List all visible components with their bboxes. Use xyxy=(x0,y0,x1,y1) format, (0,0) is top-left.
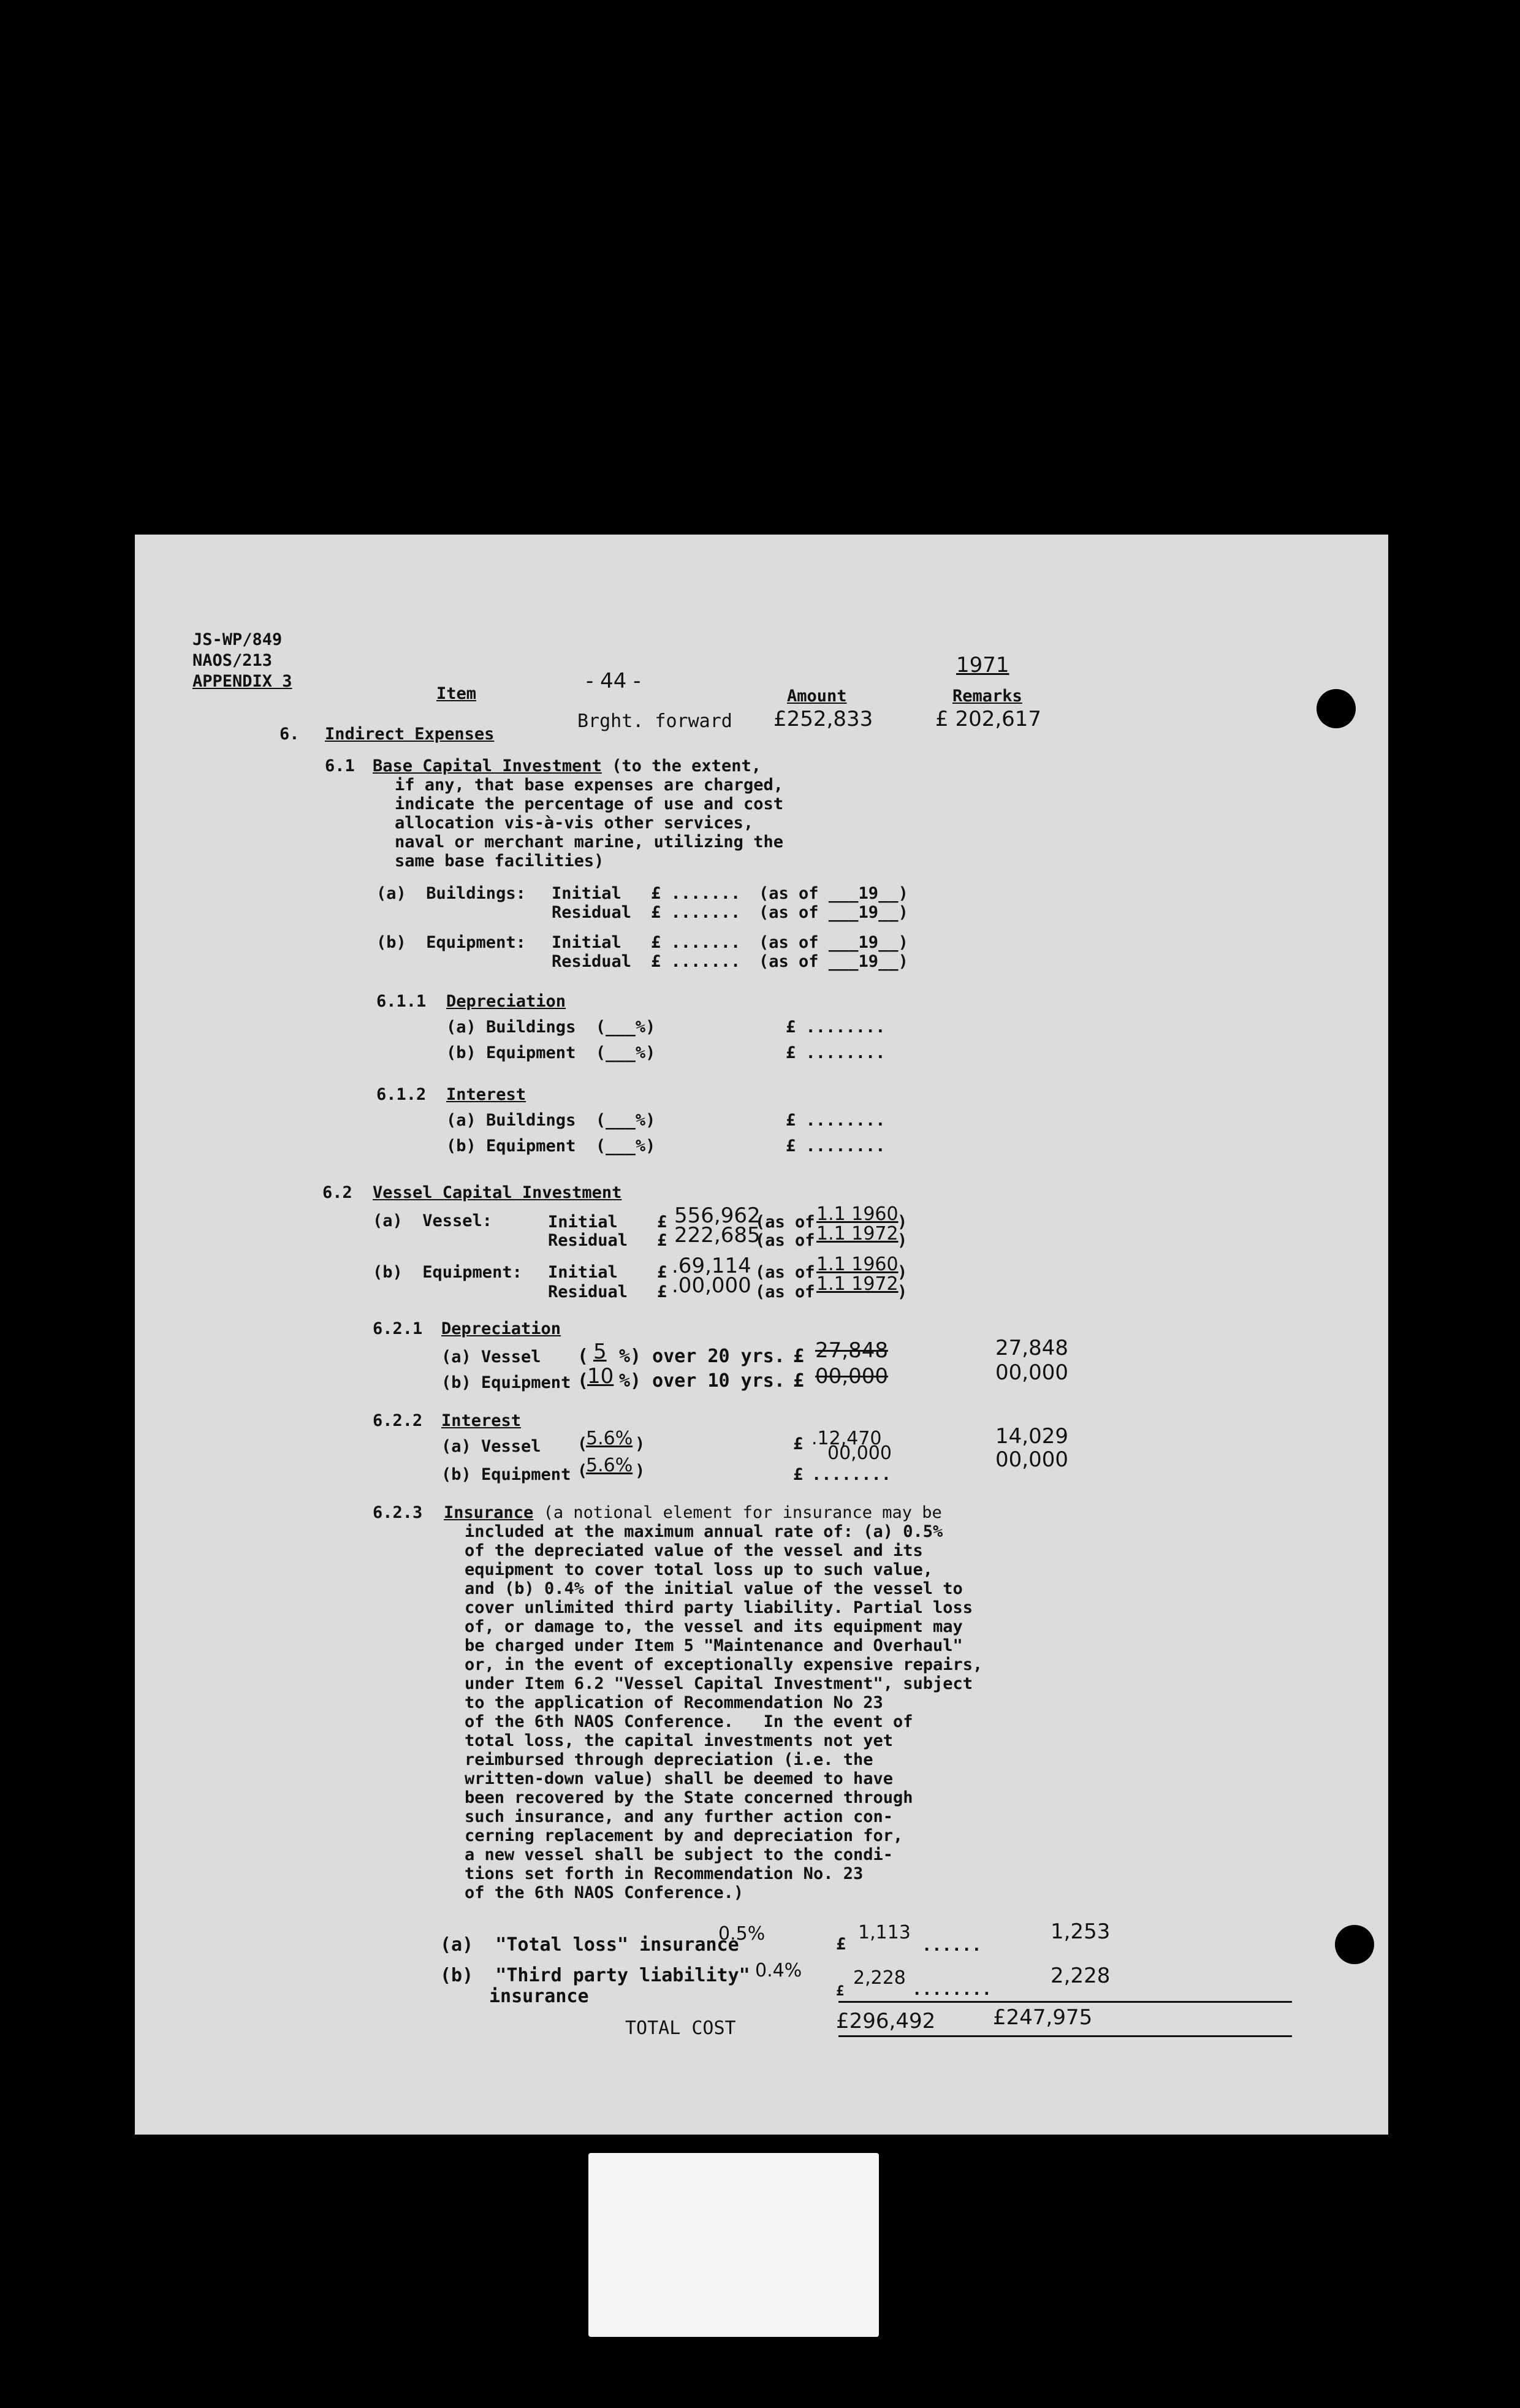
s621-a-open: ( xyxy=(577,1346,589,1367)
s62-a-residual-close: ) xyxy=(897,1231,908,1250)
brought-forward-remarks: £ 202,617 xyxy=(935,707,1042,731)
total-amount: £296,492 xyxy=(836,2009,936,2033)
s623-text-l1: (a notional element for insurance may be xyxy=(533,1503,942,1522)
brought-forward-amount: £252,833 xyxy=(773,707,873,731)
subtotal-rule xyxy=(838,2001,1292,2003)
s61-a-initial: Initial xyxy=(552,884,621,903)
s61-a-initial-asof: (as of ___19__) xyxy=(759,884,908,903)
s62-equip-residual: .00,000 xyxy=(672,1273,751,1298)
s61-title: Base Capital Investment xyxy=(373,756,602,775)
s622-a-pound: £ xyxy=(793,1435,804,1454)
s611-a-amount: £ ........ xyxy=(786,1018,886,1037)
s623-b-rate: 0.4% xyxy=(755,1960,802,1981)
s621-b-pct: 10 xyxy=(587,1364,614,1389)
s623-b-label: (b) "Third party liability" xyxy=(440,1965,750,1986)
s623-b-dots: ........ xyxy=(912,1980,992,1999)
s62-b-residual-asof: (as of xyxy=(755,1282,815,1301)
s621-a-pct: 5 xyxy=(593,1339,607,1364)
s61-b-residual: Residual xyxy=(552,952,632,971)
s611-title: Depreciation xyxy=(446,992,566,1011)
s61-text-rest: if any, that base expenses are charged, indicate the percentage of use and cost allocation vis-à-vis other services, naval or merchant marine, utilizing the same base facilities) xyxy=(395,775,783,871)
s622-title: Interest xyxy=(441,1411,522,1430)
s612-b-amount: £ ........ xyxy=(786,1137,886,1156)
punch-hole-top xyxy=(1317,689,1356,728)
s622-a-remarks: 14,029 xyxy=(995,1424,1068,1449)
s612-a: (a) Buildings (___%) xyxy=(446,1111,656,1130)
s62-a-initial-pound: £ xyxy=(657,1213,667,1232)
s62-a-initial-asof: (as of xyxy=(755,1213,815,1232)
col-remarks-header: Remarks xyxy=(952,687,1022,706)
s62-title: Vessel Capital Investment xyxy=(373,1183,622,1202)
s61-a-label: (a) Buildings: xyxy=(376,884,526,903)
s61-number: 6.1 xyxy=(325,756,355,775)
s623-a-amount: 1,113 xyxy=(858,1922,911,1943)
s61-text-first xyxy=(373,756,761,775)
s61-b-residual-asof: (as of ___19__) xyxy=(759,952,908,971)
s62-a-initial: Initial xyxy=(548,1213,618,1232)
s62-b-initial-pound: £ xyxy=(657,1263,667,1282)
s62-vessel-residual: 222,685 xyxy=(674,1223,761,1248)
s62-a-residual: Residual xyxy=(548,1231,628,1250)
s62-equip-initial-date: 1.1 1960 xyxy=(816,1254,899,1275)
total-label: TOTAL COST xyxy=(625,2017,736,2039)
s623-a-dots: ...... xyxy=(922,1936,982,1955)
s622-b-open: ( xyxy=(577,1461,588,1480)
s622-b-label: (b) Equipment xyxy=(441,1465,571,1484)
s621-a-amount: 27,848 xyxy=(815,1338,888,1363)
s62-a-label: (a) Vessel: xyxy=(373,1211,493,1230)
s623-b-pound: £ xyxy=(836,1984,845,1999)
s62-b-residual: Residual xyxy=(548,1282,628,1301)
s621-a-label: (a) Vessel xyxy=(441,1347,541,1366)
s61-b-residual-amount: £ ....... xyxy=(651,952,741,971)
s62-equip-residual-date: 1.1 1972 xyxy=(816,1273,899,1295)
s623-text-rest: included at the maximum annual rate of: (a) 0.5% of the depreciated value of the vessel and its equipment to cover total loss up to such value, and (b) 0.4% of the initial value of the vessel to cover unlimited third party liability. Partial loss of, or damage to, the vessel and its equipment may be charged under Item 5 "Maintenance and Overhaul" or, in the event of exceptionally expensive repairs, under Item 6.2 "Vessel Capital Investment", subject to the application of Recommendation No 23 of the 6th NAOS Conference. In the event of total loss, the capital investments not yet reimbursed through depreciation (i.e. the written-down value) shall be deemed to have been recovered by the State concerned through such insurance, and any further action con- cerning replacement by and depreciation for, a new vessel shall be subject to the condi- tions set forth in Recommendation No. 23 of the 6th NAOS Conference.) xyxy=(465,1522,983,1902)
s623-b-label2: insurance xyxy=(489,1986,589,2007)
s62-a-initial-close: ) xyxy=(897,1213,908,1232)
punch-hole-bottom xyxy=(1335,1925,1374,1964)
s621-a-remarks: 27,848 xyxy=(995,1336,1068,1360)
s622-a-close: ) xyxy=(635,1435,645,1454)
s621-a-pound: £ xyxy=(793,1346,805,1367)
page-number: - 44 - xyxy=(586,669,641,693)
s62-vessel-initial-date: 1.1 1960 xyxy=(816,1203,899,1225)
s623-b-remarks: 2,228 xyxy=(1051,1964,1111,1988)
s61-b-initial: Initial xyxy=(552,933,621,952)
s623-a-label: (a) "Total loss" insurance xyxy=(440,1934,739,1956)
s62-b-initial-close: ) xyxy=(897,1263,908,1282)
s62-b-initial-asof: (as of xyxy=(755,1263,815,1282)
s62-equip-initial: .69,114 xyxy=(672,1254,751,1278)
s623-a-remarks: 1,253 xyxy=(1051,1919,1111,1944)
col-amount-header: Amount xyxy=(787,687,847,706)
s623-a-pound: £ xyxy=(836,1935,846,1954)
s612-title: Interest xyxy=(446,1085,526,1104)
s62-vessel-residual-date: 1.1 1972 xyxy=(816,1223,899,1244)
ref-appendix: APPENDIX 3 xyxy=(192,672,292,691)
s623-number: 6.2.3 xyxy=(373,1503,423,1522)
s621-b-rest: %) over 10 yrs. xyxy=(619,1370,785,1392)
s62-a-residual-pound: £ xyxy=(657,1231,667,1250)
s622-b-pound: £ xyxy=(793,1465,804,1484)
blank-card xyxy=(588,2153,879,2337)
s611-number: 6.1.1 xyxy=(376,992,427,1011)
s61-a-residual-amount: £ ....... xyxy=(651,903,741,922)
s622-a-amount: .12,470 xyxy=(811,1428,882,1449)
s621-title: Depreciation xyxy=(441,1319,561,1338)
s62-b-label: (b) Equipment: xyxy=(373,1263,522,1282)
s61-b-initial-amount: £ ....... xyxy=(651,933,741,952)
s621-b-pound: £ xyxy=(793,1370,805,1392)
s623-a-rate: 0.5% xyxy=(718,1923,766,1945)
s61-a-initial-amount: £ ....... xyxy=(651,884,741,903)
s611-b: (b) Equipment (___%) xyxy=(446,1043,656,1062)
s622-number: 6.2.2 xyxy=(373,1411,423,1430)
s622-b-close: ) xyxy=(635,1461,645,1480)
ref-jswp: JS-WP/849 xyxy=(192,630,283,649)
s611-a: (a) Buildings (___%) xyxy=(446,1018,656,1037)
s62-b-residual-pound: £ xyxy=(657,1282,667,1301)
s622-a-open: ( xyxy=(577,1435,588,1454)
s612-b: (b) Equipment (___%) xyxy=(446,1137,656,1156)
s62-a-residual-asof: (as of xyxy=(755,1231,815,1250)
s612-a-amount: £ ........ xyxy=(786,1111,886,1130)
s623-b-amount: 2,228 xyxy=(853,1967,906,1989)
ref-naos: NAOS/213 xyxy=(192,651,273,670)
s621-a-rest: %) over 20 yrs. xyxy=(619,1346,785,1367)
s622-b-pct: 5.6% xyxy=(586,1455,633,1476)
document-page xyxy=(135,535,1388,2135)
s621-b-amount: 00,000 xyxy=(815,1364,888,1389)
s622-b-amount: 00,000 xyxy=(827,1442,892,1464)
s61-b-label: (b) Equipment: xyxy=(376,933,526,952)
s622-b-remarks: 00,000 xyxy=(995,1447,1068,1472)
s61-a-residual: Residual xyxy=(552,903,632,922)
col-item-header: Item xyxy=(436,684,477,703)
section-6-title: Indirect Expenses xyxy=(325,725,495,744)
s622-a-label: (a) Vessel xyxy=(441,1437,541,1456)
section-6-number: 6. xyxy=(279,725,300,744)
total-remarks: £247,975 xyxy=(993,2005,1093,2030)
s623-text-first xyxy=(444,1503,942,1522)
year-label: 1971 xyxy=(956,653,1009,677)
s62-number: 6.2 xyxy=(322,1183,352,1202)
s621-b-label: (b) Equipment xyxy=(441,1373,571,1392)
s62-vessel-initial: 556,962 xyxy=(674,1203,761,1228)
s612-number: 6.1.2 xyxy=(376,1085,427,1104)
s62-b-initial: Initial xyxy=(548,1263,618,1282)
s61-a-residual-asof: (as of ___19__) xyxy=(759,903,908,922)
s621-number: 6.2.1 xyxy=(373,1319,423,1338)
s621-b-open: ( xyxy=(577,1370,589,1392)
s622-a-pct: 5.6% xyxy=(586,1428,633,1449)
s621-b-remarks: 00,000 xyxy=(995,1360,1068,1385)
s61-text-l1: (to the extent, xyxy=(601,756,761,775)
s61-b-initial-asof: (as of ___19__) xyxy=(759,933,908,952)
s623-title: Insurance xyxy=(444,1503,534,1522)
s62-b-residual-close: ) xyxy=(897,1282,908,1301)
s611-b-amount: £ ........ xyxy=(786,1043,886,1062)
total-rule xyxy=(838,2035,1292,2037)
s622-b-dots: ........ xyxy=(811,1465,892,1484)
brought-forward-label: Brght. forward xyxy=(577,711,732,732)
